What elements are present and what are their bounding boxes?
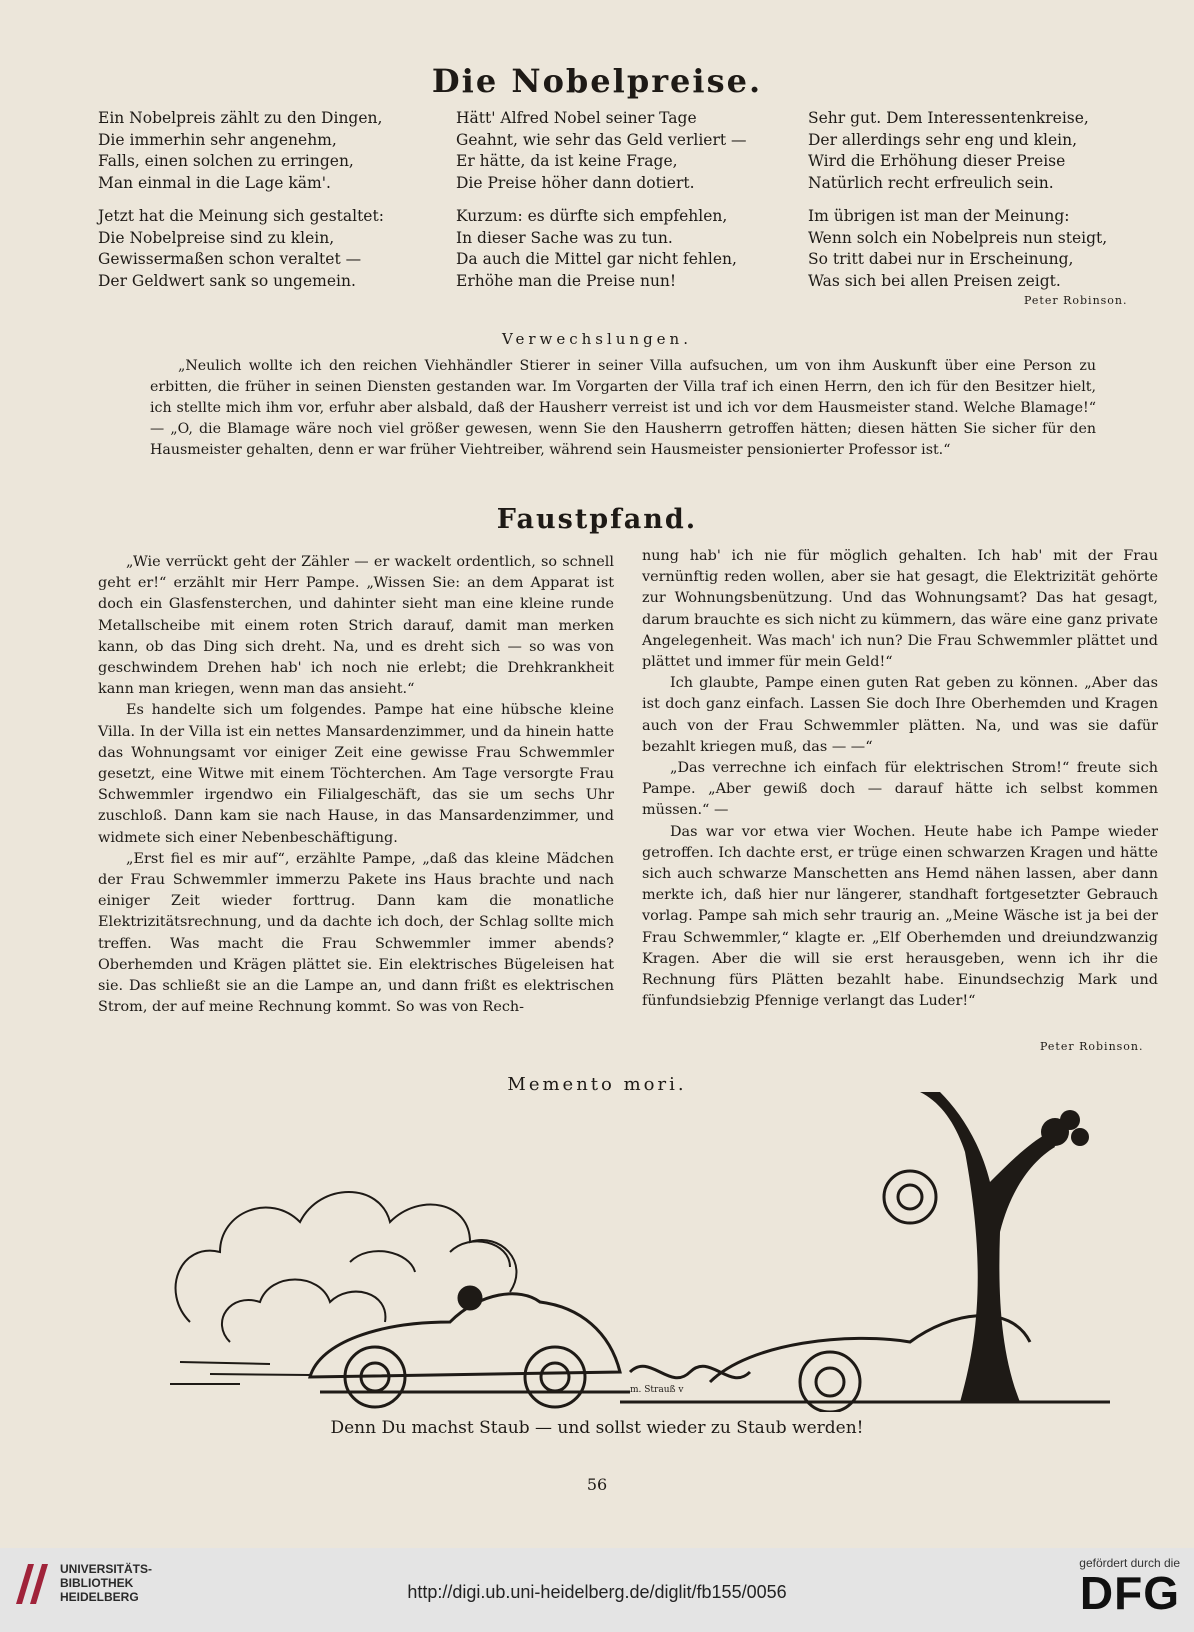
- poem-stanza: [456, 206, 747, 292]
- poem-line: Der Geldwert sank so ungemein.: [98, 271, 356, 290]
- poem-line: Sehr gut. Dem Interessentenkreise,: [808, 109, 1089, 127]
- tree: [920, 1092, 1089, 1402]
- faustpfand-paragraph: „Wie verrückt geht der Zähler — er wackelt ordentlich, so schnell geht er!“ erzählt mir Herr Pampe. „Wissen Sie: an dem Apparat ist doch ein Glasfensterchen, und dahinter sieht man eine kleine runde Metallscheibe mit einem roten Strich darauf, damit man merken kann, ob das Ding sich dreht. Na, und es dreht sich — so was von geschwindem Drehen hab' ich noch nie erlebt; die Drehkrankheit kann man kriegen, wenn man das ansieht.“: [98, 554, 614, 698]
- faustpfand-left-column: [98, 552, 614, 1018]
- faustpfand-paragraph: „Erst fiel es mir auf“, erzählte Pampe, „daß das kleine Mädchen der Frau Schwemmler immerzu Pakete ins Haus brachte und nach einiger Zeit wieder forttrug. Dann kam die monatliche Elektrizitätsrechnung, und da dachte ich doch, der Schlag sollte mich treffen. Was macht die Frau Schwemmler immer abends? Oberhemden und Krägen plättet sie. Ein elektrisches Bügeleisen hat sie. Das schließt sie an die Lampe an, und dann frißt es elektrischen Strom, der auf meine Rechnung kommt. So was von Rech-: [98, 850, 614, 1016]
- poem-line: Da auch die Mittel gar nicht fehlen,: [456, 250, 737, 268]
- poem-line: Kurzum: es dürfte sich empfehlen,: [456, 207, 728, 225]
- poem-line: So tritt dabei nur in Erscheinung,: [808, 250, 1074, 268]
- poem-line: Hätt' Alfred Nobel seiner Tage: [456, 109, 697, 127]
- poem-line: Die Nobelpreise sind zu klein,: [98, 228, 335, 247]
- poem-line: Natürlich recht erfreulich sein.: [808, 173, 1054, 192]
- digitization-footer: [0, 1548, 1194, 1632]
- poem-line: Erhöhe man die Preise nun!: [456, 271, 677, 290]
- poem-line: Was sich bei allen Preisen zeigt.: [808, 271, 1061, 290]
- cartoon-illustration: [150, 1092, 1160, 1412]
- faustpfand-right-column: [642, 546, 1158, 1012]
- verwechslungen-text: [150, 356, 1096, 461]
- logo-line: UNIVERSITÄTS-: [60, 1562, 153, 1576]
- poem-stanza: [808, 206, 1107, 292]
- poem-column-3: [808, 108, 1107, 304]
- poem-line: In dieser Sache was zu tun.: [456, 228, 673, 247]
- poem-line: Wenn solch ein Nobelpreis nun steigt,: [808, 228, 1108, 247]
- poem-stanza: [98, 108, 384, 194]
- poem-column-2: [456, 108, 747, 304]
- funded-by-label: gefördert durch die: [1079, 1556, 1180, 1570]
- faustpfand-paragraph: Ich glaubte, Pampe einen guten Rat geben zu können. „Aber das ist doch ganz einfach. Lassen Sie doch Ihre Oberhemden und Kragen auch von der Frau Schwemmler plätten. Na, und was sie dafür bezahlt kriegen muß, das — —“: [642, 675, 1158, 755]
- verwechslungen-title: Verwechslungen.: [501, 330, 692, 348]
- cartoon-caption: Denn Du machst Staub — und sollst wieder zu Staub werden!: [330, 1418, 864, 1438]
- poem-line: Die Preise höher dann dotiert.: [456, 173, 695, 192]
- poem-line: Wird die Erhöhung dieser Preise: [808, 152, 1066, 170]
- poem-line: Gewissermaßen schon veraltet —: [98, 250, 362, 268]
- poem-line: Der allerdings sehr eng und klein,: [808, 130, 1077, 149]
- poem-line: Im übrigen ist man der Meinung:: [808, 207, 1070, 225]
- poem-column-1: [98, 108, 384, 304]
- faustpfand-paragraph: nung hab' ich nie für möglich gehalten. Ich hab' mit der Frau vernünftig reden wollen, aber sie hat gesagt, die Elektrizität gehörte zur Wohnungsbenützung. Und das Wohnungsamt? Das hat gesagt, darum brauchte es sich nicht zu kümmern, das wäre eine ganz private Angelegenheit. Was mach' ich nun? Die Frau Schwemmler plättet und plättet und immer für mein Geld!“: [642, 548, 1158, 671]
- poem-stanza: [456, 108, 747, 194]
- crashed-car: [620, 1171, 1110, 1412]
- faustpfand-paragraph: Es handelte sich um folgendes. Pampe hat eine hübsche kleine Villa. In der Villa ist ein nettes Mansardenzimmer, und da hinein hatte das Wohnungsamt vor einiger Zeit eine gewisse Frau Schwemmler gesetzt, eine Witwe mit einem Töchterchen. Am Tage versorgte Frau Schwemmler irgendwo ein Filialgeschäft, das sie um sechs Uhr zuschloß. Dann kam sie nach Hause, in das Mansardenzimmer, und widmete sich einer Nebenbeschäftigung.: [98, 702, 614, 846]
- faustpfand-paragraph: Das war vor etwa vier Wochen. Heute habe ich Pampe wieder getroffen. Ich dachte erst, er trüge einen schwarzen Kragen und hätte sich auch schwarze Manschetten ans Hemd nähen lassen, aber dann merkte ich, daß hier nur längerer, standhaft fortgesetzter Gebrauch vorlag. Pampe sah mich sehr traurig an. „Meine Wäsche ist ja bei der Frau Schwemmler,“ klagte er. „Elf Oberhemden und dreiundzwanzig Kragen. Aber die will sie erst herausgeben, wenn ich ihr die Rechnung fürs Plätten bezahlt habe. Einundsechzig Mark und fünfundsiebzig Pfennige verlangt das Luder!“: [642, 823, 1158, 1010]
- poem-line: Geahnt, wie sehr das Geld verliert —: [456, 130, 747, 149]
- logo-line: HEIDELBERG: [60, 1590, 139, 1604]
- verwechslungen-paragraph: „Neulich wollte ich den reichen Viehhändler Stierer in seiner Villa aufsuchen, um von ihm Auskunft über eine Person zu erbitten, die früher in seinen Diensten gestanden war. Im Vorgarten der Villa traf ich einen Herrn, den ich für den Besitzer hielt, ich stellte mich ihm vor, erfuhr aber alsbald, daß der Hausherr verreist ist und ich vor dem Hausmeister stand. Welche Blamage!“ — „O, die Blamage wäre noch viel größer gewesen, wenn Sie den Hausherrn getroffen hätten; diesen hätten Sie sicher für den Hausmeister gehalten, denn er war früher Viehtreiber, während sein Hausmeister pensionierter Professor ist.“: [150, 358, 1096, 458]
- memento-title: Memento mori.: [507, 1074, 687, 1095]
- poem-line: Falls, einen solchen zu erringen,: [98, 152, 354, 170]
- poem-title: Die Nobelpreise.: [431, 62, 763, 100]
- poem-stanza: [98, 206, 384, 292]
- racing-car: [310, 1287, 630, 1407]
- poem-line: Die immerhin sehr angenehm,: [98, 130, 337, 149]
- poem-line: Man einmal in die Lage käm'.: [98, 173, 331, 192]
- cartoon-signature: m. Strauß v: [630, 1385, 684, 1395]
- poem-line: Er hätte, da ist keine Frage,: [456, 152, 678, 170]
- dfg-logo[interactable]: [1079, 1556, 1180, 1619]
- poem-author: Peter Robinson.: [1024, 294, 1128, 307]
- faustpfand-title: Faustpfand.: [496, 504, 698, 535]
- permalink-url[interactable]: http://digi.ub.uni-heidelberg.de/diglit/fb155/0056: [407, 1582, 787, 1602]
- dfg-wordmark: DFG: [1079, 1567, 1180, 1619]
- faustpfand-author: Peter Robinson.: [1040, 1040, 1144, 1053]
- logo-line: BIBLIOTHEK: [60, 1576, 134, 1590]
- faustpfand-paragraph: „Das verrechne ich einfach für elektrischen Strom!“ freute sich Pampe. „Aber gewiß doch — darauf hätte ich selbst kommen müssen.“ —: [642, 760, 1158, 819]
- page-number: 56: [586, 1475, 608, 1494]
- poem-line: Jetzt hat die Meinung sich gestaltet:: [98, 207, 384, 225]
- poem-line: Ein Nobelpreis zählt zu den Dingen,: [98, 109, 383, 127]
- poem-stanza: [808, 108, 1107, 194]
